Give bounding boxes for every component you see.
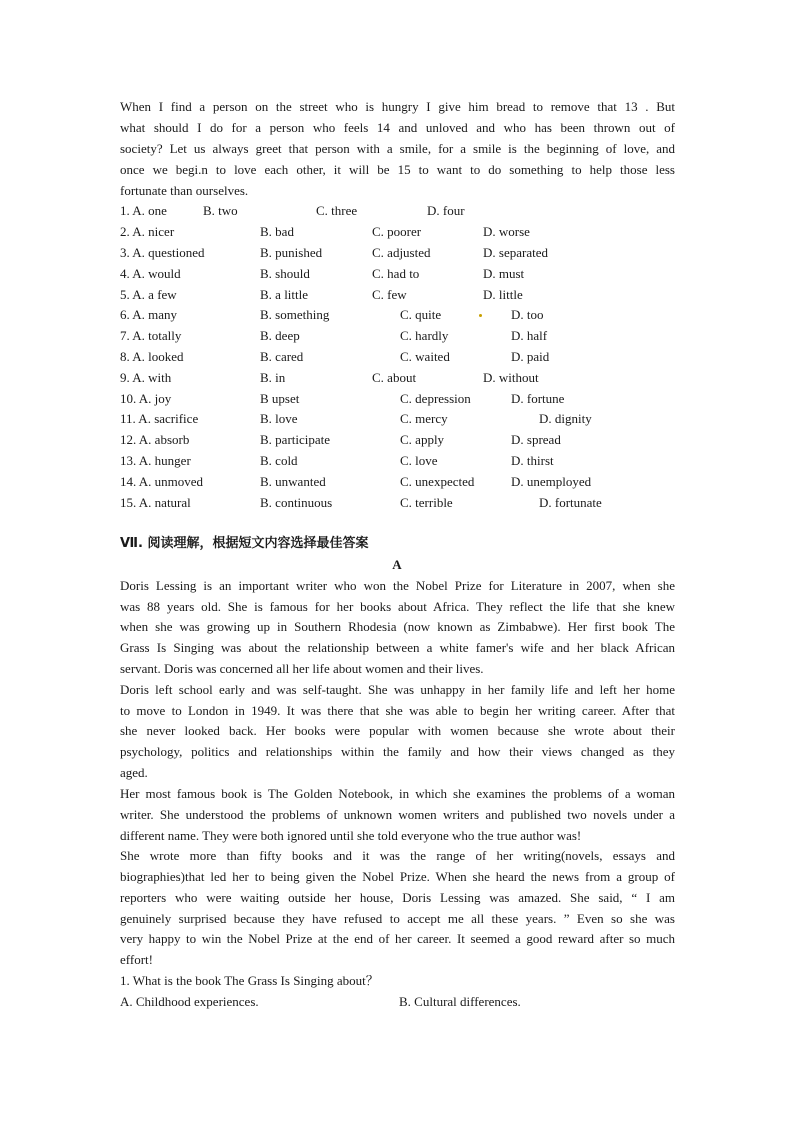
option-b: B. deep xyxy=(260,328,300,343)
option-b: B. punished xyxy=(260,245,323,260)
passage-line: she never looked back. Her books were popular with women because she wrote about their xyxy=(120,723,675,738)
option-c: C. adjusted xyxy=(372,245,431,260)
option-d: D. unemployed xyxy=(511,474,592,489)
option-c: C. quite xyxy=(400,307,442,322)
section-heading: Ⅶ. 阅读理解，根据短文内容选择最佳答案 xyxy=(120,536,369,551)
passage-line: aged. xyxy=(120,765,148,780)
option-d: D. too xyxy=(511,307,544,322)
option-c: C. apply xyxy=(400,432,445,447)
option-d: D. little xyxy=(483,287,523,302)
passage-line: Doris left school early and was self-taught. She was unhappy in her family life and left her home xyxy=(120,682,675,697)
option-c: C. depression xyxy=(400,391,471,406)
option-d: D. fortunate xyxy=(539,495,602,510)
option-a: 12. A. absorb xyxy=(120,432,190,447)
passage-line: when she was growing up in Southern Rhodesia (now known as Zimbabwe). Her first book The xyxy=(120,619,675,634)
option-a: 9. A. with xyxy=(120,370,172,385)
cloze-line: When I find a person on the street who is hungry I give him bread to remove that 13 . But xyxy=(120,99,675,114)
option-b: B. bad xyxy=(260,224,294,239)
option-c: C. hardly xyxy=(400,328,449,343)
cloze-line: what should I do for a person who feels 14 and unloved and who has been thrown out of xyxy=(120,120,675,135)
option-b: B. should xyxy=(260,266,310,281)
question-option-a: A. Childhood experiences. xyxy=(120,994,259,1009)
option-d: D. must xyxy=(483,266,525,281)
option-d: D. fortune xyxy=(511,391,565,406)
option-d: D. thirst xyxy=(511,453,554,468)
option-c: C. mercy xyxy=(400,411,448,426)
option-d: D. half xyxy=(511,328,548,343)
option-a: 8. A. looked xyxy=(120,349,184,364)
passage-title: A xyxy=(392,557,402,572)
option-a: 4. A. would xyxy=(120,266,181,281)
option-d: D. without xyxy=(483,370,539,385)
passage-line: servant. Doris was concerned all her life about women and their lives. xyxy=(120,661,484,676)
option-b: B. cold xyxy=(260,453,298,468)
option-b: B. two xyxy=(203,203,238,218)
option-b: B. love xyxy=(260,411,298,426)
option-b: B. in xyxy=(260,370,286,385)
option-d: D. spread xyxy=(511,432,561,447)
option-a: 11. A. sacrifice xyxy=(120,411,199,426)
passage-line: psychology, politics and relationships within the family and how their views changed as they xyxy=(120,744,675,759)
option-c: C. poorer xyxy=(372,224,422,239)
option-a: 13. A. hunger xyxy=(120,453,191,468)
option-d: D. worse xyxy=(483,224,530,239)
passage-line: very happy to win the Nobel Prize at the end of her career. It seemed a good reward after so much xyxy=(120,931,675,946)
option-a: 14. A. unmoved xyxy=(120,474,204,489)
option-a: 10. A. joy xyxy=(120,391,172,406)
passage-line: Her most famous book is The Golden Notebook, in which she examines the problems of a woman xyxy=(120,786,675,801)
cloze-line: once we begi.n to love each other, it will be 15 to want to do something to help those less xyxy=(120,162,675,177)
passage-line: reporters who were waiting outside her house, Doris Lessing was amazed. She said, “ I am xyxy=(120,890,675,905)
passage-line: Grass Is Singing was about the relationship between a white famer's wife and her black African xyxy=(120,640,675,655)
option-b: B upset xyxy=(260,391,300,406)
cloze-line: fortunate than ourselves. xyxy=(120,183,249,198)
option-c: C. terrible xyxy=(400,495,453,510)
passage-line: She wrote more than fifty books and it was the range of her writing(novels, essays and xyxy=(120,848,675,863)
passage-line: genuinely surprised because they have refused to accept me all these years. ” Even so she was xyxy=(120,911,675,926)
option-b: B. cared xyxy=(260,349,304,364)
passage-line: biographies)that led her to being given the Nobel Prize. When she heard the news from a group of xyxy=(120,869,675,884)
stray-dot-mark xyxy=(479,314,482,317)
option-b: B. a little xyxy=(260,287,309,302)
passage-line: effort! xyxy=(120,952,153,967)
option-d: D. separated xyxy=(483,245,548,260)
question-prompt: 1. What is the book The Grass Is Singing about？ xyxy=(120,973,379,988)
passage-line: to move to London in 1949. It was there that she was able to begin her writing career. After that xyxy=(120,703,675,718)
option-d: D. dignity xyxy=(539,411,592,426)
passage-line: different name. They were both ignored until she told everyone who the true author was! xyxy=(120,828,582,843)
passage-line: writer. She understood the problems of unknown women writers and published two novels under a xyxy=(120,807,675,822)
cloze-line: society? Let us always greet that person with a smile, for a smile is the beginning of love, and xyxy=(120,141,675,156)
option-a: 7. A. totally xyxy=(120,328,182,343)
passage-line: Doris Lessing is an important writer who won the Nobel Prize for Literature in 2007, when she xyxy=(120,578,675,593)
option-c: C. few xyxy=(372,287,407,302)
option-c: C. waited xyxy=(400,349,450,364)
option-b: B. unwanted xyxy=(260,474,326,489)
option-a: 2. A. nicer xyxy=(120,224,175,239)
option-c: C. love xyxy=(400,453,438,468)
question-option-b: B. Cultural differences. xyxy=(399,994,521,1009)
option-c: C. had to xyxy=(372,266,420,281)
option-a: 15. A. natural xyxy=(120,495,191,510)
option-d: D. paid xyxy=(511,349,550,364)
option-c: C. unexpected xyxy=(400,474,475,489)
option-b: B. continuous xyxy=(260,495,333,510)
option-a: 1. A. one xyxy=(120,203,167,218)
option-b: B. participate xyxy=(260,432,331,447)
option-b: B. something xyxy=(260,307,330,322)
option-a: 6. A. many xyxy=(120,307,178,322)
option-c: C. about xyxy=(372,370,417,385)
option-a: 5. A. a few xyxy=(120,287,177,302)
option-c: C. three xyxy=(316,203,358,218)
passage-line: was 88 years old. She is famous for her books about Africa. They reflect the life that she knew xyxy=(120,599,675,614)
option-d: D. four xyxy=(427,203,465,218)
option-a: 3. A. questioned xyxy=(120,245,205,260)
